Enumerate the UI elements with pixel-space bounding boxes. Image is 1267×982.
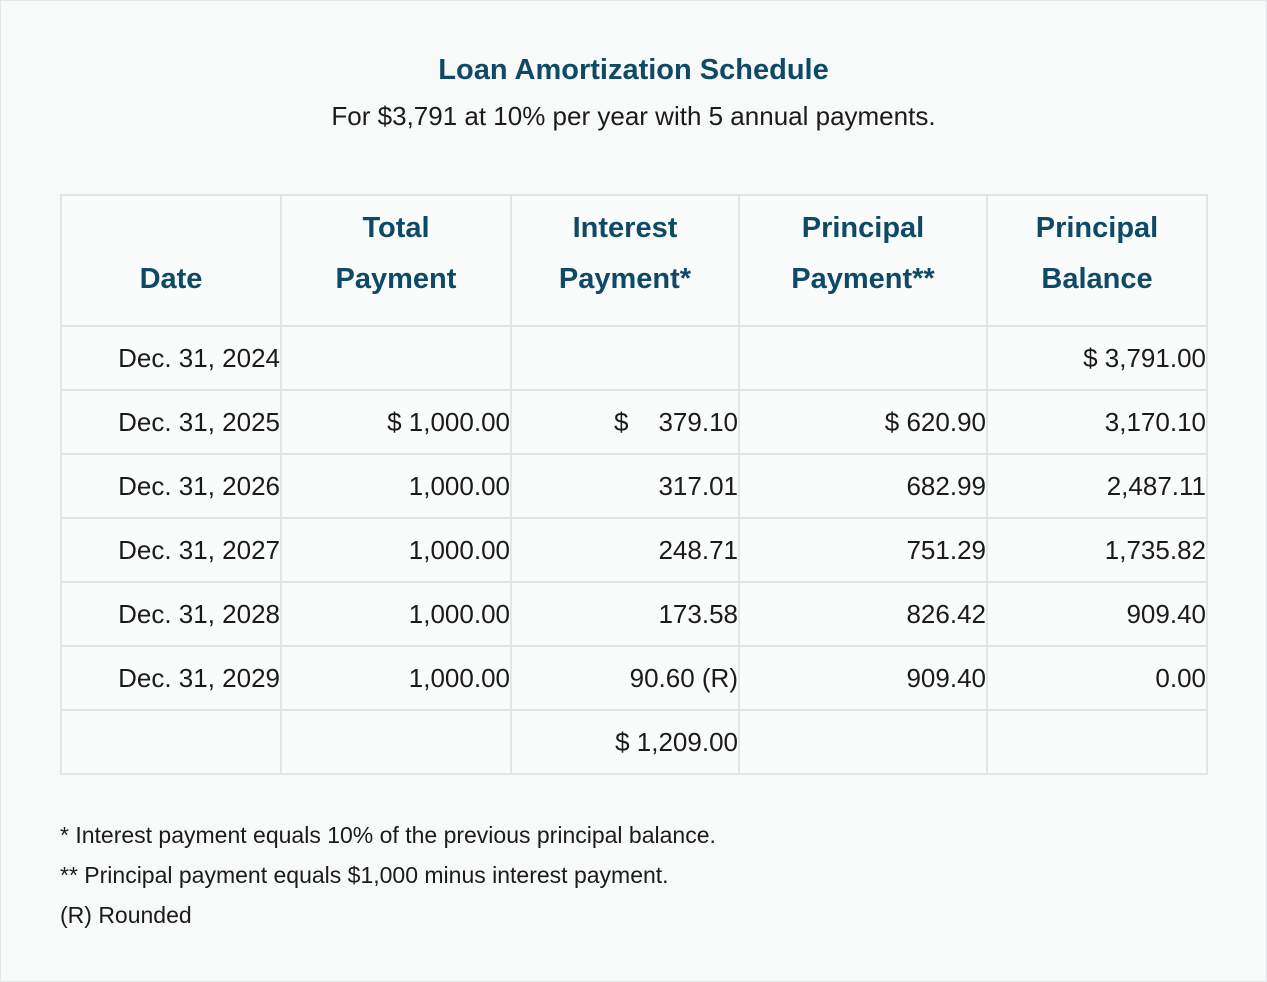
cell-total-payment: 1,000.00 [281,518,511,582]
cell-principal-payment [739,710,987,774]
table-row [61,326,1207,390]
table-row [61,518,1207,582]
cell-total-payment: 1,000.00 [281,646,511,710]
cell-principal-payment: 682.99 [739,454,987,518]
cell-interest-payment: 90.60 (R) [511,646,739,710]
page-subtitle: For $3,791 at 10% per year with 5 annual payments. [331,101,936,131]
cell-total-payment: 1,000.00 [281,582,511,646]
cell-interest-payment: 248.71 [511,518,739,582]
table-header-row [61,195,1207,326]
cell-date: Dec. 31, 2029 [61,646,281,710]
cell-principal-balance: 3,170.10 [987,390,1207,454]
cell-interest-total: $ 1,209.00 [511,710,739,774]
table-row [61,582,1207,646]
header-interest-payment: Interest Payment* [511,195,739,326]
cell-total-payment [281,326,511,390]
header-principal-payment: Principal Payment** [739,195,987,326]
cell-date: Dec. 31, 2025 [61,390,281,454]
cell-total-payment: $ 1,000.00 [281,390,511,454]
cell-total-payment [281,710,511,774]
cell-principal-payment: 909.40 [739,646,987,710]
table-row [61,390,1207,454]
cell-principal-payment: $ 620.90 [739,390,987,454]
cell-total-payment: 1,000.00 [281,454,511,518]
cell-principal-balance: 909.40 [987,582,1207,646]
table-total-row [61,710,1207,774]
cell-interest-payment: $ 379.10 [511,390,739,454]
footnotes [60,818,716,938]
cell-date [61,710,281,774]
footnote-interest: * Interest payment equals 10% of the previous principal balance. [60,822,716,848]
cell-principal-balance [987,710,1207,774]
table-row [61,646,1207,710]
cell-principal-balance: $ 3,791.00 [987,326,1207,390]
cell-principal-balance: 0.00 [987,646,1207,710]
cell-interest-payment [511,326,739,390]
cell-interest-payment: 317.01 [511,454,739,518]
cell-principal-balance: 1,735.82 [987,518,1207,582]
cell-date: Dec. 31, 2027 [61,518,281,582]
table-row [61,454,1207,518]
cell-date: Dec. 31, 2026 [61,454,281,518]
cell-date: Dec. 31, 2024 [61,326,281,390]
header-principal-balance: Principal Balance [987,195,1207,326]
cell-interest-payment: 173.58 [511,582,739,646]
cell-date: Dec. 31, 2028 [61,582,281,646]
header-total-payment: Total Payment [281,195,511,326]
footnote-rounded: (R) Rounded [60,902,192,928]
header-date: Date [61,195,281,326]
cell-principal-payment [739,326,987,390]
cell-principal-payment: 826.42 [739,582,987,646]
cell-principal-payment: 751.29 [739,518,987,582]
cell-principal-balance: 2,487.11 [987,454,1207,518]
page-title: Loan Amortization Schedule [438,54,829,86]
footnote-principal: ** Principal payment equals $1,000 minus interest payment. [60,862,669,888]
amortization-table [60,194,1208,775]
